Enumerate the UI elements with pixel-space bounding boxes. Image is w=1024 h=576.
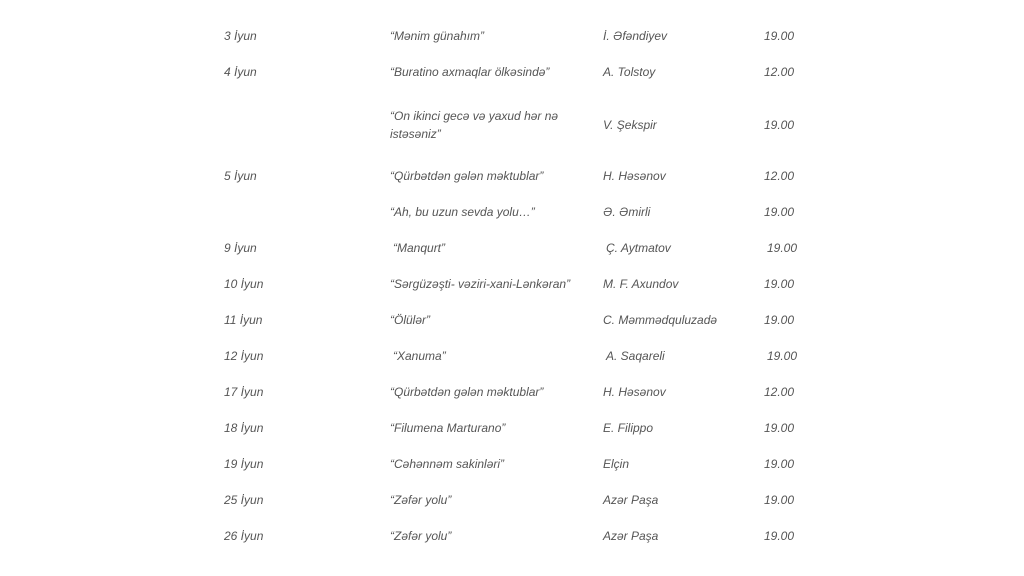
row-title: “Filumena Marturano” xyxy=(390,421,506,435)
row-time: 19.00 xyxy=(767,349,798,363)
row-title: “Cəhənnəm sakinləri” xyxy=(390,457,505,471)
row-time: 19.00 xyxy=(764,313,795,327)
row-author: Ç. Aytmatov xyxy=(606,241,671,255)
row-title: “Qürbətdən gələn məktublar” xyxy=(390,385,544,399)
row-date: 10 İyun xyxy=(224,277,264,291)
row-author: Ə. Əmirli xyxy=(603,205,651,219)
row-author: A. Saqareli xyxy=(606,349,665,363)
row-author: C. Məmmədquluzadə xyxy=(603,313,718,327)
row-title: “Xanuma” xyxy=(393,349,446,363)
row-time: 19.00 xyxy=(764,277,795,291)
row-author: M. F. Axundov xyxy=(603,277,679,291)
row-date: 9 İyun xyxy=(224,241,257,255)
row-date: 4 İyun xyxy=(224,65,257,79)
row-title: “Ölülər” xyxy=(390,313,431,327)
row-title: “Mənim günahım” xyxy=(390,29,485,43)
row-title: “Buratino axmaqlar ölkəsində” xyxy=(390,65,550,79)
row-author: H. Həsənov xyxy=(603,169,666,183)
row-date: 26 İyun xyxy=(224,529,264,543)
row-time: 12.00 xyxy=(764,169,795,183)
row-author: V. Şekspir xyxy=(603,118,657,132)
row-author: H. Həsənov xyxy=(603,385,666,399)
row-title: “Ah, bu uzun sevda yolu…” xyxy=(390,205,535,219)
row-title: “Zəfər yolu” xyxy=(390,529,452,543)
row-time: 19.00 xyxy=(764,205,795,219)
row-time: 19.00 xyxy=(764,493,795,507)
row-date: 25 İyun xyxy=(224,493,264,507)
row-date: 3 İyun xyxy=(224,29,257,43)
row-time: 12.00 xyxy=(764,385,795,399)
row-author: Azər Paşa xyxy=(603,529,659,543)
row-author: A. Tolstoy xyxy=(603,65,656,79)
row-author: Elçin xyxy=(603,457,630,471)
row-date: 17 İyun xyxy=(224,385,264,399)
row-author: E. Filippo xyxy=(603,421,654,435)
row-time: 12.00 xyxy=(764,65,795,79)
row-title: “Zəfər yolu” xyxy=(390,493,452,507)
row-date: 18 İyun xyxy=(224,421,264,435)
row-title: “Manqurt” xyxy=(393,241,446,255)
row-date: 19 İyun xyxy=(224,457,264,471)
row-time: 19.00 xyxy=(764,529,795,543)
row-author: İ. Əfəndiyev xyxy=(603,29,668,43)
row-date: 11 İyun xyxy=(224,313,263,327)
row-title: “Qürbətdən gələn məktublar” xyxy=(390,169,544,183)
row-time: 19.00 xyxy=(764,118,795,132)
row-author: Azər Paşa xyxy=(603,493,659,507)
row-date: 5 İyun xyxy=(224,169,257,183)
row-time: 19.00 xyxy=(764,29,795,43)
row-time: 19.00 xyxy=(764,457,795,471)
row-time: 19.00 xyxy=(767,241,798,255)
row-time: 19.00 xyxy=(764,421,795,435)
row-date: 12 İyun xyxy=(224,349,264,363)
row-title: “Sərgüzəşti- vəziri-xani-Lənkəran” xyxy=(390,277,571,291)
row-title: “On ikinci gecə və yaxud hər nə istəsəniz” xyxy=(390,109,559,141)
